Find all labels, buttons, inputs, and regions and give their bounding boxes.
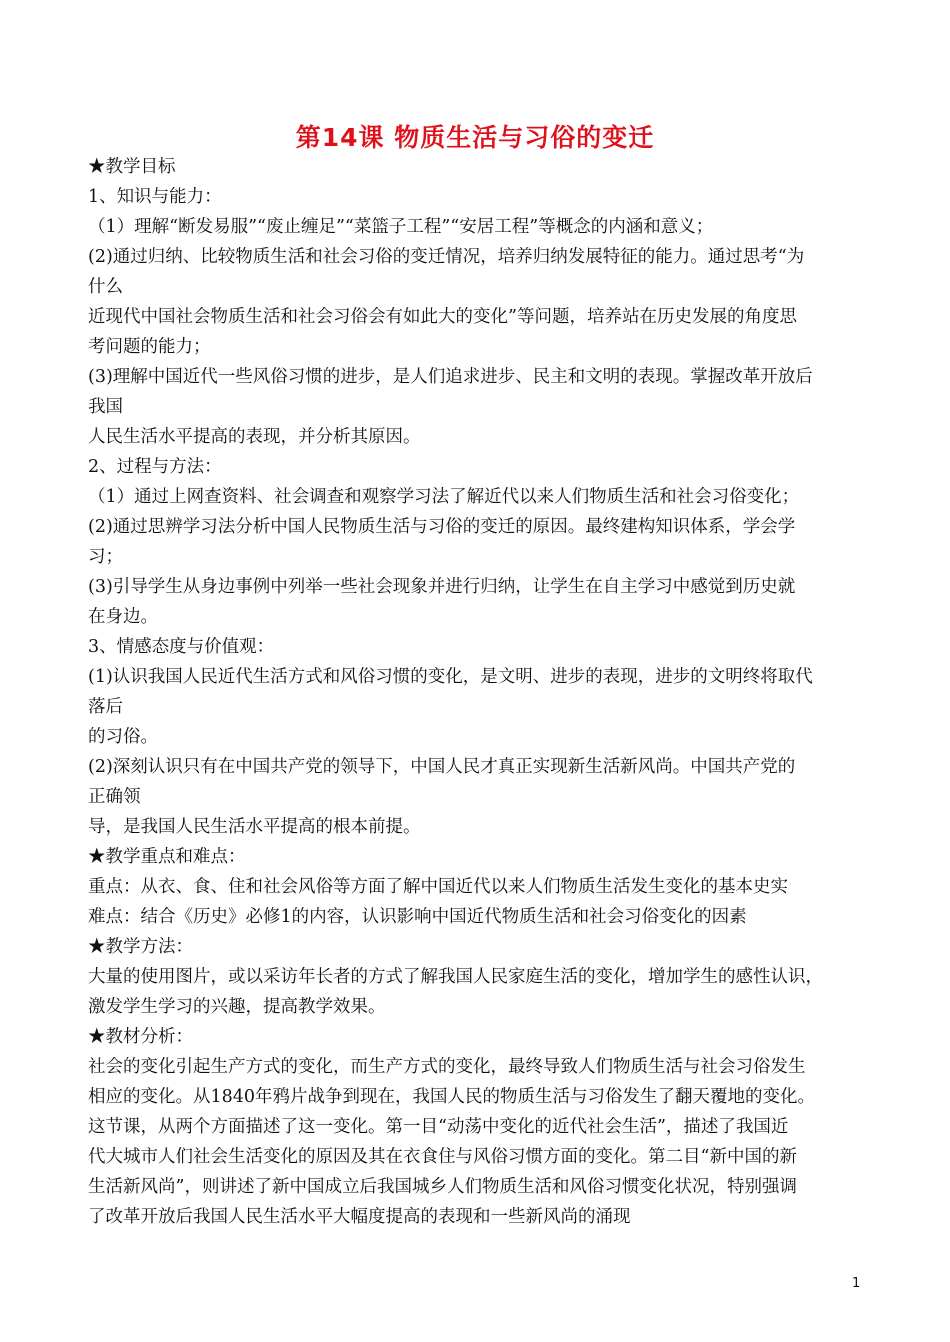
text-line: 正确领 [88,787,141,807]
text-line: 这节课，从两个方面描述了这一变化。第一目“动荡中变化的近代社会生活”，描述了我国近 [88,1117,789,1137]
text-line: 1、知识与能力： [88,187,222,207]
page-title: 第14课 物质生活与习俗的变迁 [295,123,655,152]
text-line: (3)引导学生从身边事例中列举一些社会现象并进行归纳，让学生在自主学习中感觉到历史就 [88,577,796,597]
page-number: 1 [852,1276,861,1291]
text-line: （1）通过上网查资料、社会调查和观察学习法了解近代以来人们物质生活和社会习俗变化； [88,487,800,507]
text-line: 2、过程与方法： [88,457,222,477]
text-line: 近现代中国社会物质生活和社会习俗会有如此大的变化”等问题，培养站在历史发展的角度思 [88,307,797,327]
text-line: (2)通过思辨学习法分析中国人民物质生活与习俗的变迁的原因。最终建构知识体系，学会学 [88,517,796,537]
text-line: 大量的使用图片，或以采访年长者的方式了解我国人民家庭生活的变化，增加学生的感性认识， [88,967,823,987]
text-line: (2)通过归纳、比较物质生活和社会习俗的变迁情况，培养归纳发展特征的能力。通过思考“为 [88,247,805,267]
text-line: 3、情感态度与价值观： [88,637,275,657]
text-line: 相应的变化。从1840年鸦片战争到现在，我国人民的物质生活与习俗发生了翻天覆地的变化。 [88,1087,816,1107]
text-line: (2)深刻认识只有在中国共产党的领导下，中国人民才真正实现新生活新风尚。中国共产党的 [88,757,796,777]
text-line: 落后 [88,697,123,717]
text-line: (1)认识我国人民近代生活方式和风俗习惯的变化，是文明、进步的表现，进步的文明终将取代 [88,667,813,687]
text-line: 了改革开放后我国人民生活水平大幅度提高的表现和一些新风尚的涌现 [88,1207,631,1227]
text-line: 考问题的能力； [88,337,211,357]
text-line: 人民生活水平提高的表现，并分析其原因。 [88,427,421,447]
text-line: ★教学重点和难点： [88,847,246,867]
text-line: 重点：从衣、食、住和社会风俗等方面了解中国近代以来人们物质生活发生变化的基本史实 [88,877,788,897]
text-line: 我国 [88,397,123,417]
text-line: (3)理解中国近代一些风俗习惯的进步，是人们追求进步、民主和文明的表现。掌握改革开放后 [88,367,813,387]
text-line: 社会的变化引起生产方式的变化，而生产方式的变化，最终导致人们物质生活与社会习俗发生 [88,1057,806,1077]
text-line: 难点：结合《历史》必修1的内容，认识影响中国近代物质生活和社会习俗变化的因素 [88,907,747,927]
text-line: 在身边。 [88,607,158,627]
text-line: 习； [88,547,123,567]
document-body [88,152,878,1232]
text-line: （1）理解“断发易服”“废止缠足”“菜篮子工程”“安居工程”等概念的内涵和意义； [88,217,714,237]
text-line: 生活新风尚”，则讲述了新中国成立后我国城乡人们物质生活和风俗习惯变化状况，特别强调 [88,1177,797,1197]
text-line: 导，是我国人民生活水平提高的根本前提。 [88,817,421,837]
text-line: ★教材分析： [88,1027,193,1047]
text-line: 什么 [88,277,123,297]
text-line: 代大城市人们社会生活变化的原因及其在衣食住与风俗习惯方面的变化。第二目“新中国的新 [88,1147,797,1167]
text-line: ★教学方法： [88,937,193,957]
text-line: ★教学目标 [88,157,176,177]
text-line: 的习俗。 [88,727,158,747]
text-line: 激发学生学习的兴趣，提高教学效果。 [88,997,386,1017]
